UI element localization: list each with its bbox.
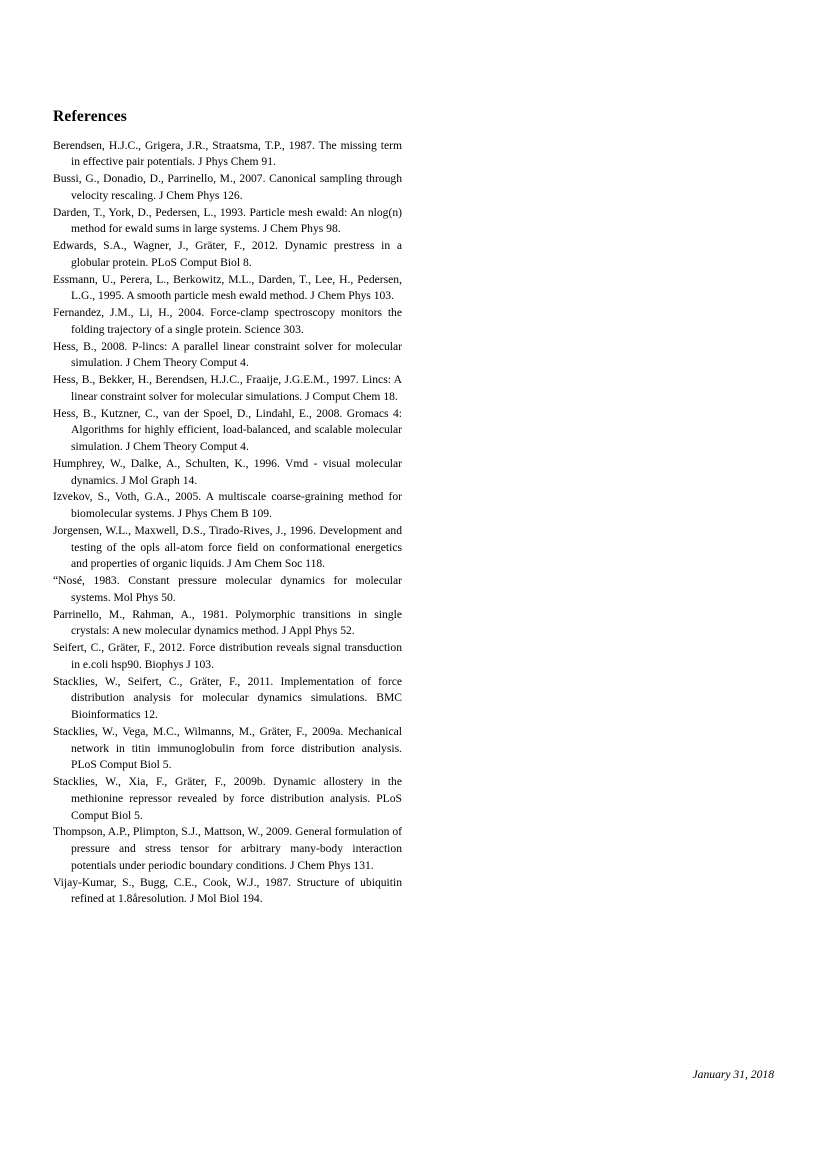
reference-entry: Humphrey, W., Dalke, A., Schulten, K., 1996. Vmd - visual molecular dynamics. J Mol Graph 14. bbox=[53, 456, 402, 487]
footer-date: January 31, 2018 bbox=[692, 1068, 774, 1081]
reference-entry: Berendsen, H.J.C., Grigera, J.R., Straatsma, T.P., 1987. The missing term in effective pair potentials. J Phys Chem 91. bbox=[53, 138, 402, 169]
reference-entry: Hess, B., 2008. P-lincs: A parallel linear constraint solver for molecular simulation. J Chem Theory Comput 4. bbox=[53, 339, 402, 370]
reference-entry: Darden, T., York, D., Pedersen, L., 1993. Particle mesh ewald: An nlog(n) method for ewald sums in large systems. J Chem Phys 98. bbox=[53, 205, 402, 236]
reference-entry: Edwards, S.A., Wagner, J., Gräter, F., 2012. Dynamic prestress in a globular protein. PLoS Comput Biol 8. bbox=[53, 239, 402, 269]
reference-entry: Seifert, C., Gräter, F., 2012. Force distribution reveals signal transduction in e.coli hsp90. Biophys J 103. bbox=[53, 641, 402, 671]
page-title: References bbox=[53, 108, 128, 125]
references-section bbox=[53, 108, 402, 908]
reference-entry: Essmann, U., Perera, L., Berkowitz, M.L., Darden, T., Lee, H., Pedersen, L.G., 1995. A smooth particle mesh ewald method. J Chem Phys 103. bbox=[53, 272, 402, 303]
reference-entry: Stacklies, W., Vega, M.C., Wilmanns, M., Gräter, F., 2009a. Mechanical network in titin immunoglobulin from force distribution analysis. PLoS Comput Biol 5. bbox=[53, 724, 402, 772]
reference-entry: Thompson, A.P., Plimpton, S.J., Mattson, W., 2009. General formulation of pressure and stress tensor for arbitrary many-body interaction potentials under periodic boundary conditions. J Chem Phys 131. bbox=[53, 825, 402, 872]
reference-entry: Fernandez, J.M., Li, H., 2004. Force-clamp spectroscopy monitors the folding trajectory of a single protein. Science 303. bbox=[53, 306, 402, 336]
reference-entry: Jorgensen, W.L., Maxwell, D.S., Tirado-Rives, J., 1996. Development and testing of the opls all-atom force field on conformational energetics and properties of organic liquids. J Am Chem Soc 118. bbox=[53, 523, 402, 571]
reference-entry: Stacklies, W., Seifert, C., Gräter, F., 2011. Implementation of force distribution analysis for molecular dynamics simulations. BMC Bioinformatics 12. bbox=[53, 674, 402, 722]
reference-entry: Stacklies, W., Xia, F., Gräter, F., 2009b. Dynamic allostery in the methionine repressor revealed by force distribution analysis. PLoS Comput Biol 5. bbox=[53, 775, 402, 822]
reference-entry: Parrinello, M., Rahman, A., 1981. Polymorphic transitions in single crystals: A new molecular dynamics method. J Appl Phys 52. bbox=[53, 607, 402, 638]
reference-entry: Izvekov, S., Voth, G.A., 2005. A multiscale coarse-graining method for biomolecular systems. J Phys Chem B 109. bbox=[53, 490, 402, 521]
reference-entry: “Nosé, 1983. Constant pressure molecular dynamics for molecular systems. Mol Phys 50. bbox=[53, 574, 402, 604]
reference-entry: Bussi, G., Donadio, D., Parrinello, M., 2007. Canonical sampling through velocity rescaling. J Chem Phys 126. bbox=[53, 172, 402, 202]
reference-list bbox=[53, 138, 402, 909]
reference-entry: Hess, B., Bekker, H., Berendsen, H.J.C., Fraaije, J.G.E.M., 1997. Lincs: A linear constraint solver for molecular simulations. J Comput Chem 18. bbox=[53, 373, 402, 403]
reference-entry: Vijay-Kumar, S., Bugg, C.E., Cook, W.J., 1987. Structure of ubiquitin refined at 1.8åresolution. J Mol Biol 194. bbox=[53, 875, 402, 906]
reference-entry: Hess, B., Kutzner, C., van der Spoel, D., Lindahl, E., 2008. Gromacs 4: Algorithms for highly efficient, load-balanced, and scalable molecular simulation. J Chem Theory Comput 4. bbox=[53, 406, 402, 454]
